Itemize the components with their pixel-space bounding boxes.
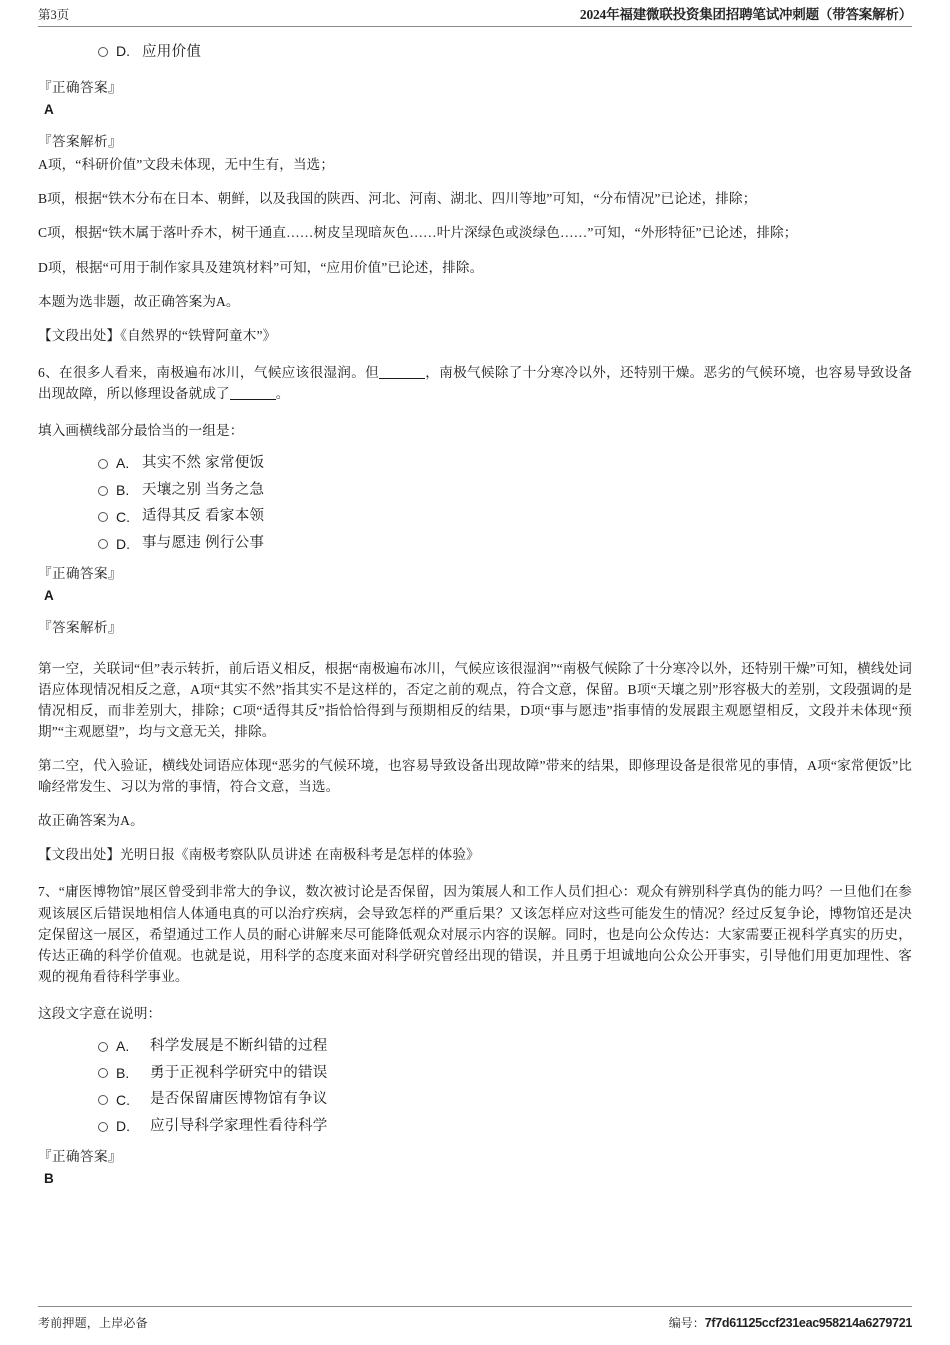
question6-option-list (38, 453, 912, 555)
question6-stem-part2: ，南极气候除了十分寒冷以外，还特别干燥。恶劣的气候环境，也容易导致设备出现故障，所以修理设备就成了 (38, 364, 913, 401)
source-text: 光明日报《南极考察队队员讲述 在南极科考是怎样的体验》 (120, 847, 480, 863)
correct-answer-label-q7: 『正确答案』 (38, 1148, 122, 1164)
option-label: 应用价值 (142, 43, 202, 60)
radio-button-icon[interactable] (98, 459, 108, 469)
source-label: 【文段出处】 (38, 847, 121, 863)
option-letter: D. (116, 1118, 130, 1135)
correct-answer-label-q5: 『正确答案』 (38, 80, 122, 96)
option-label: 科学发展是不断纠错的过程 (150, 1037, 328, 1054)
question7-option-a[interactable] (98, 1036, 912, 1058)
analysis-blank1-q6: 第一空，关联词“但”表示转折，前后语义相反，根据“南极遍布冰川，气候应该很湿润”“南极气候除了十分寒冷以外，还特别干燥”可知，横线处词语应体现情况相反之意，A项“其实不然”指其实不是这样的，否定之前的观点，符合文意，保留。B项“天壤之别”形容极大的差别，文段强调的是情况相反，而非差别大，排除；C项“适得其反”指恰恰得到与预期相反的结果，D项“事与愿违”指事情的发展跟主观愿望相反，文段并未体现“预期”“主观愿望”，均与文意无关，排除。 (38, 660, 912, 740)
radio-button-icon[interactable] (98, 1095, 108, 1105)
source-text: 《自然界的“铁臂阿童木”》 (120, 327, 277, 343)
source-line-q6 (38, 844, 912, 865)
question6-option-c[interactable] (98, 506, 912, 528)
radio-button-icon[interactable] (98, 1042, 108, 1052)
option-label: 勇于正视科学研究中的错误 (150, 1064, 328, 1081)
question7-stem: 7、“庸医博物馆”展区曾受到非常大的争议，数次被讨论是否保留，因为策展人和工作人员们担心：观众有辨别科学真伪的能力吗？一旦他们在参观该展区后错误地相信人体通电真的可以治疗疾病，会导致怎样的严重后果？又该怎样应对这些可能发生的情况？经过反复争论，博物馆还是决定保留这一展区，希望通过工作人员的耐心讲解来尽可能降低观众对展示内容的误解。同时，也是向公众传达：大家需要正视科学真实的历史，传达正确的科学价值观。也就是说，用科学的态度来面对科学研究曾经出现的错误，并且勇于坦诚地向公众公开事实，引导他们用更加理性、客观的视角看待科学事业。 (38, 884, 912, 984)
option-label: 其实不然 家常便饭 (142, 454, 265, 471)
question7-option-c[interactable] (98, 1089, 912, 1111)
option-letter: C. (116, 508, 130, 525)
analysis-blank2-q6: 第二空，代入验证，横线处词语应体现“恶劣的气候环境，也容易导致设备出现故障”带来的结果，即修理设备是很常见的事情，A项“家常便饭”比喻经常发生、习以为常的事情，符合文意，当选。 (38, 758, 912, 795)
analysis-conclusion-q6: 故正确答案为A。 (38, 813, 144, 829)
question7-prompt: 这段文字意在说明： (38, 1005, 162, 1021)
page-number-label: 第3页 (38, 8, 70, 23)
analysis-paragraph-c-q5: C项，根据“铁木属于落叶乔木，树干通直……树皮呈现暗灰色……叶片深绿色或淡绿色……”可知，“外形特征”已论述，排除； (38, 225, 798, 241)
radio-button-icon[interactable] (98, 539, 108, 549)
radio-button-icon[interactable] (98, 1122, 108, 1132)
page-footer (38, 1306, 912, 1345)
page-whitespace (38, 1253, 912, 1306)
option-label: 事与愿违 例行公事 (142, 535, 265, 552)
radio-button-icon[interactable] (98, 486, 108, 496)
footer-code (669, 1314, 912, 1331)
question6-stem-part3: 。 (275, 385, 290, 401)
question6-option-b[interactable] (98, 480, 912, 502)
answer-analysis-label-q5: 『答案解析』 (38, 134, 122, 150)
question7-option-d[interactable] (98, 1116, 912, 1138)
analysis-paragraph-b-q5: B项，根据“铁木分布在日本、朝鲜，以及我国的陕西、河北、河南、湖北、四川等地”可知，“分布情况”已论述，排除； (38, 191, 757, 207)
option-letter: D. (116, 535, 130, 552)
question6-option-a[interactable] (98, 453, 912, 475)
question7-option-b[interactable] (98, 1063, 912, 1085)
radio-button-icon[interactable] (98, 47, 108, 57)
analysis-paragraph-a-q5: A项，“科研价值”文段未体现，无中生有，当选； (38, 157, 335, 173)
analysis-conclusion-q5: 本题为选非题，故正确答案为A。 (38, 293, 240, 309)
footer-slogan: 考前押题，上岸必备 (38, 1316, 148, 1331)
fill-in-blank-2 (230, 399, 276, 400)
radio-button-icon[interactable] (98, 512, 108, 522)
option-label: 天壤之别 当务之急 (142, 481, 265, 498)
option-label: 应引导科学家理性看待科学 (150, 1118, 328, 1135)
option-letter: B. (116, 482, 130, 499)
footer-code-label: 编号： (668, 1316, 705, 1331)
question7-option-list (38, 1036, 912, 1138)
option-label: 是否保留庸医博物馆有争议 (150, 1091, 328, 1108)
question5-option-d[interactable] (38, 41, 912, 63)
document-body (38, 27, 912, 1253)
correct-answer-value-q5: A (44, 102, 54, 118)
option-letter: A. (116, 455, 130, 472)
option-letter: A. (116, 1038, 130, 1055)
question6-stem (38, 362, 912, 404)
document-title: 2024年福建微联投资集团招聘笔试冲刺题（带答案解析） (579, 7, 912, 22)
correct-answer-value-q7: B (44, 1170, 54, 1186)
correct-answer-value-q6: A (44, 587, 54, 603)
radio-button-icon[interactable] (98, 1068, 108, 1078)
option-label: 适得其反 看家本领 (142, 508, 265, 525)
option-letter: D. (116, 43, 130, 60)
source-line-q5 (38, 325, 912, 346)
question6-prompt: 填入画横线部分最恰当的一组是： (38, 422, 244, 438)
question6-option-d[interactable] (98, 533, 912, 555)
option-letter: C. (116, 1091, 130, 1108)
question6-stem-part1: 6、在很多人看来，南极遍布冰川，气候应该很湿润。但 (38, 364, 380, 380)
answer-analysis-label-q6: 『答案解析』 (38, 619, 122, 635)
correct-answer-label-q6: 『正确答案』 (38, 565, 122, 581)
analysis-paragraph-d-q5: D项，根据“可用于制作家具及建筑材料”可知，“应用价值”已论述，排除。 (38, 259, 484, 275)
option-letter: B. (116, 1064, 130, 1081)
page-header (38, 0, 912, 27)
source-label: 【文段出处】 (38, 327, 121, 343)
fill-in-blank-1 (379, 378, 425, 379)
footer-code-value: 7f7d61125ccf231eac958214a6279721 (704, 1316, 912, 1331)
